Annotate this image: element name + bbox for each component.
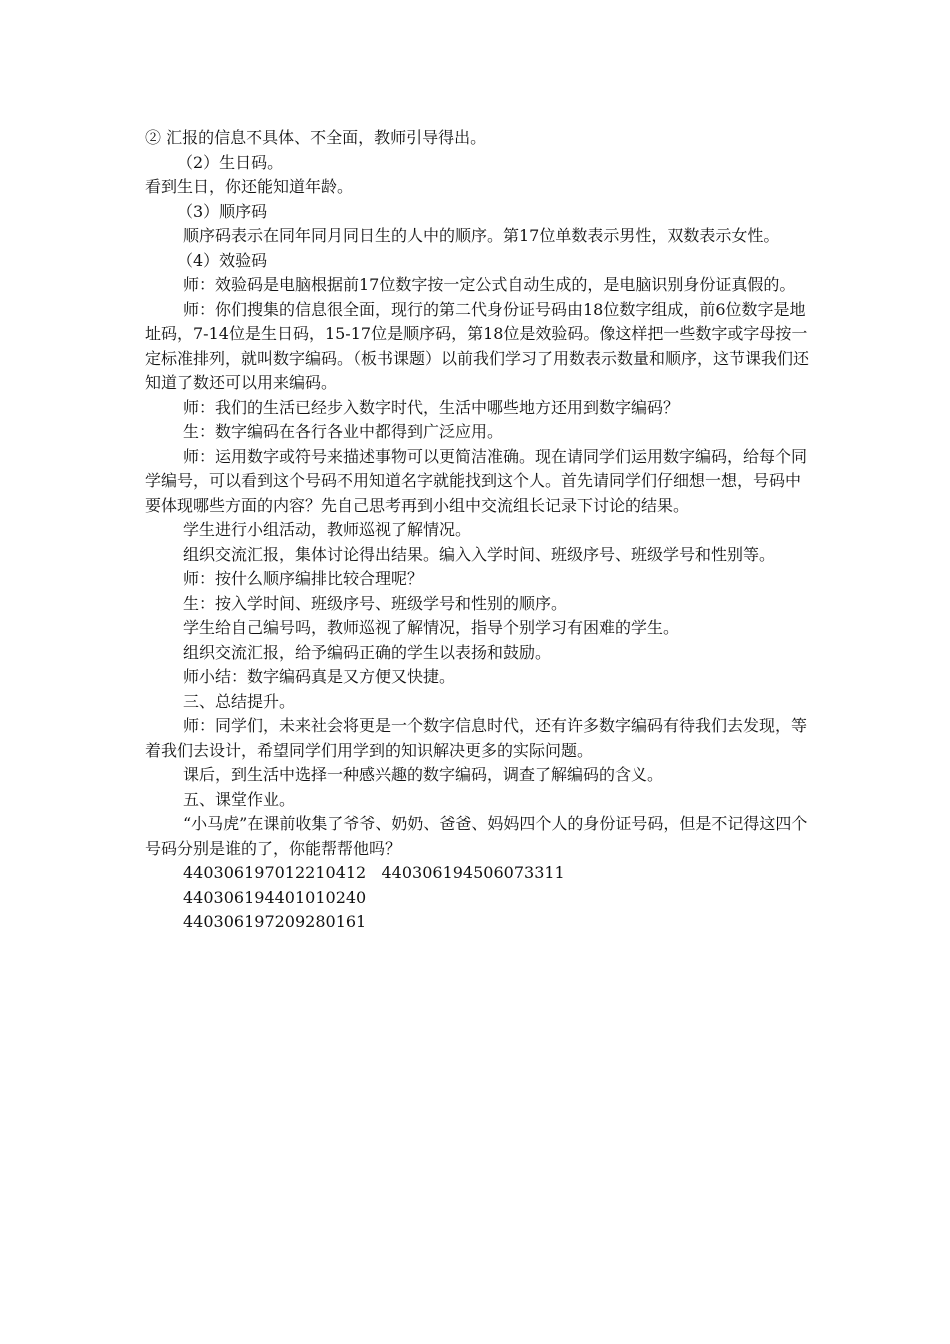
paragraph-order-question: 师：按什么顺序编排比较合理呢？ (183, 569, 424, 588)
paragraph-praise: 组织交流汇报，给予编码正确的学生以表扬和鼓励。 (183, 642, 552, 662)
paragraph-student-answer: 生：数字编码在各行各业中都得到广泛应用。 (183, 422, 504, 441)
heading-sequence-code: （3）顺序码 (177, 201, 268, 221)
heading-check-code: （4）效验码 (177, 250, 268, 270)
paragraph-summary: 师小结：数字编码真是又方便又快捷。 (183, 667, 456, 686)
paragraph-age: 看到生日，你还能知道年龄。 (145, 177, 354, 196)
paragraph-future: 师：同学们，未来社会将更是一个数字信息时代，还有许多数字编码有待我们去发现，等着我们去设计，希望同学们用学到的知识解决更多的实际问题。 (145, 716, 808, 760)
paragraph-report-incomplete: ② 汇报的信息不具体、不全面，教师引导得出。 (145, 128, 487, 147)
paragraph-group-activity: 学生进行小组活动，教师巡视了解情况。 (183, 520, 472, 539)
heading-birthday-code: （2）生日码。 (177, 152, 284, 172)
paragraph-sequence-code: 顺序码表示在同年同月同日生的人中的顺序。第17位单数表示男性，双数表示女性。 (183, 226, 780, 245)
id-number-line-3: 440306197209280161 (183, 912, 367, 931)
paragraph-self-numbering: 学生给自己编号吗，教师巡视了解情况，指导个别学习有困难的学生。 (183, 618, 680, 637)
paragraph-numbering-task: 师：运用数字或符号来描述事物可以更简洁准确。现在请同学们运用数字编码，给每个同学编号，可以看到这个号码不用知道名字就能找到这个人。首先请同学们仔细想一想，号码中要体现哪些方面的内容？先自己思考再到小组中交流组长记录下讨论的结果。 (145, 446, 808, 515)
heading-section-three: 三、总结提升。 (183, 691, 296, 711)
document-page (145, 126, 810, 935)
paragraph-id-structure: 师：你们搜集的信息很全面，现行的第二代身份证号码由18位数字组成，前6位数字是地址码，7-14位是生日码，15-17位是顺序码，第18位是效验码。像这样把一些数字或字母按一定标准排列，就叫数字编码。（板书课题）以前我们学习了用数表示数量和顺序，这节课我们还知道了数还可以用来编码。 (145, 299, 810, 392)
heading-section-five: 五、课堂作业。 (183, 789, 296, 809)
id-number-line-2: 440306194401010240 (183, 887, 367, 907)
paragraph-after-class: 课后，到生活中选择一种感兴趣的数字编码，调查了解编码的含义。 (183, 765, 664, 784)
id-number-line-1: 440306197012210412 440306194506073311 (183, 863, 565, 882)
paragraph-check-code: 师：效验码是电脑根据前17位数字按一定公式自动生成的，是电脑识别身份证真假的。 (183, 275, 796, 294)
paragraph-discussion-result: 组织交流汇报，集体讨论得出结果。编入入学时间、班级序号、班级学号和性别等。 (183, 544, 776, 564)
paragraph-teacher-question: 师：我们的生活已经步入数字时代，生活中哪些地方还用到数字编码？ (183, 397, 680, 417)
paragraph-homework: “小马虎”在课前收集了爷爷、奶奶、爸爸、妈妈四个人的身份证号码，但是不记得这四个号码分别是谁的了，你能帮帮他吗？ (145, 814, 808, 858)
paragraph-order-answer: 生：按入学时间、班级序号、班级学号和性别的顺序。 (183, 593, 568, 613)
